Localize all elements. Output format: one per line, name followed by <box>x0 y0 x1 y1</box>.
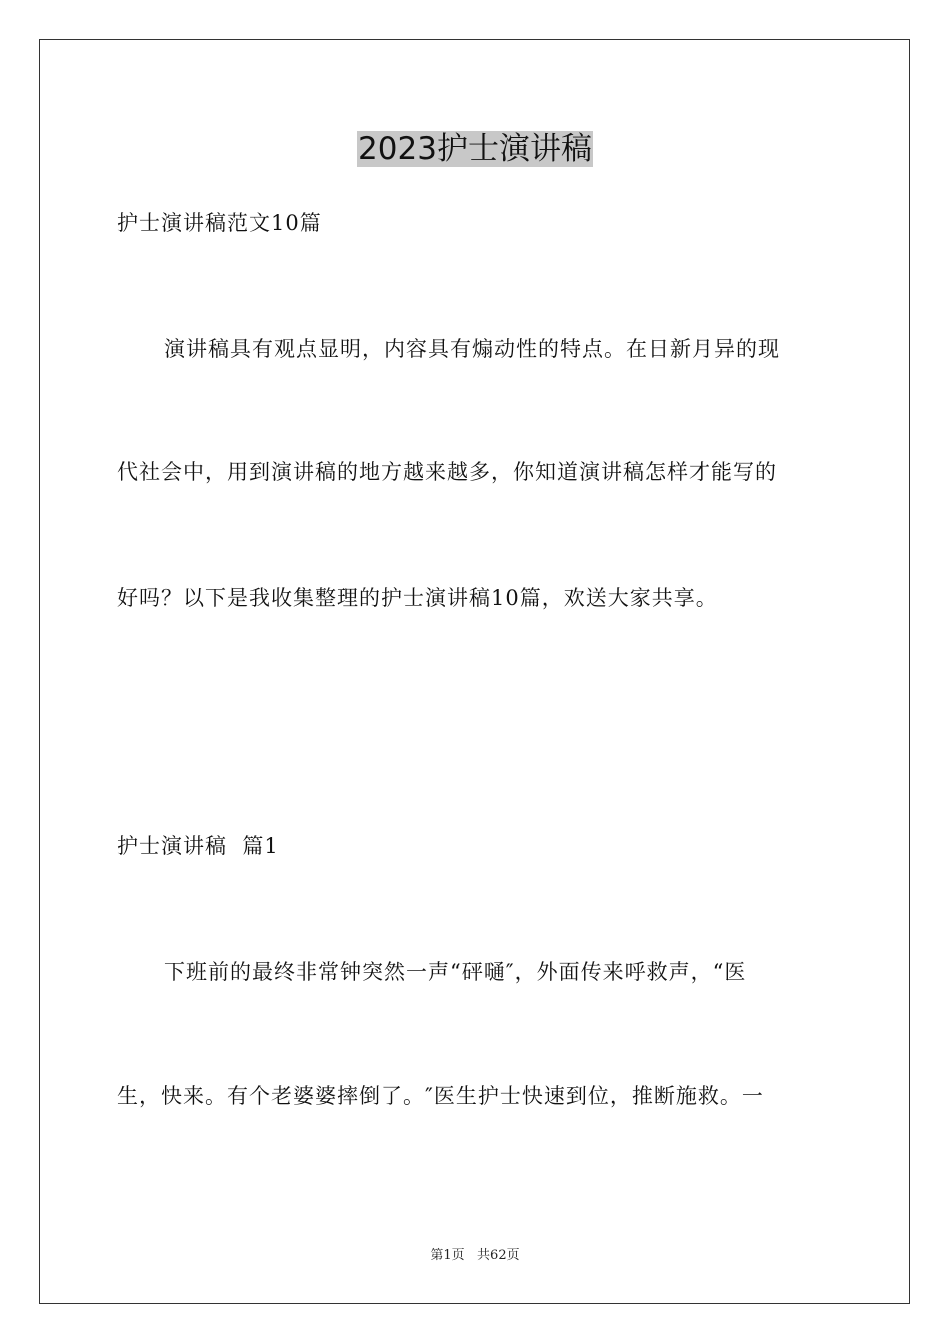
document-subtitle: 护士演讲稿范文10篇 <box>117 211 322 235</box>
section-heading: 护士演讲稿 篇1 <box>117 834 279 858</box>
intro-paragraph-line: 好吗？以下是我收集整理的护士演讲稿10篇，欢送大家共享。 <box>117 586 718 610</box>
intro-paragraph-line: 演讲稿具有观点显明，内容具有煽动性的特点。在日新月异的现 <box>164 337 780 361</box>
intro-paragraph-line: 代社会中，用到演讲稿的地方越来越多，你知道演讲稿怎样才能写的 <box>117 460 777 484</box>
document-title: 2023护士演讲稿 <box>358 131 592 167</box>
section-paragraph-line: 下班前的最终非常钟突然一声“砰嗵″，外面传来呼救声，“医 <box>164 960 747 984</box>
section-paragraph-line: 生，快来。有个老婆婆摔倒了。″医生护士快速到位，推断施救。一 <box>117 1084 764 1108</box>
page-footer: 第1页 共62页 <box>430 1248 520 1263</box>
